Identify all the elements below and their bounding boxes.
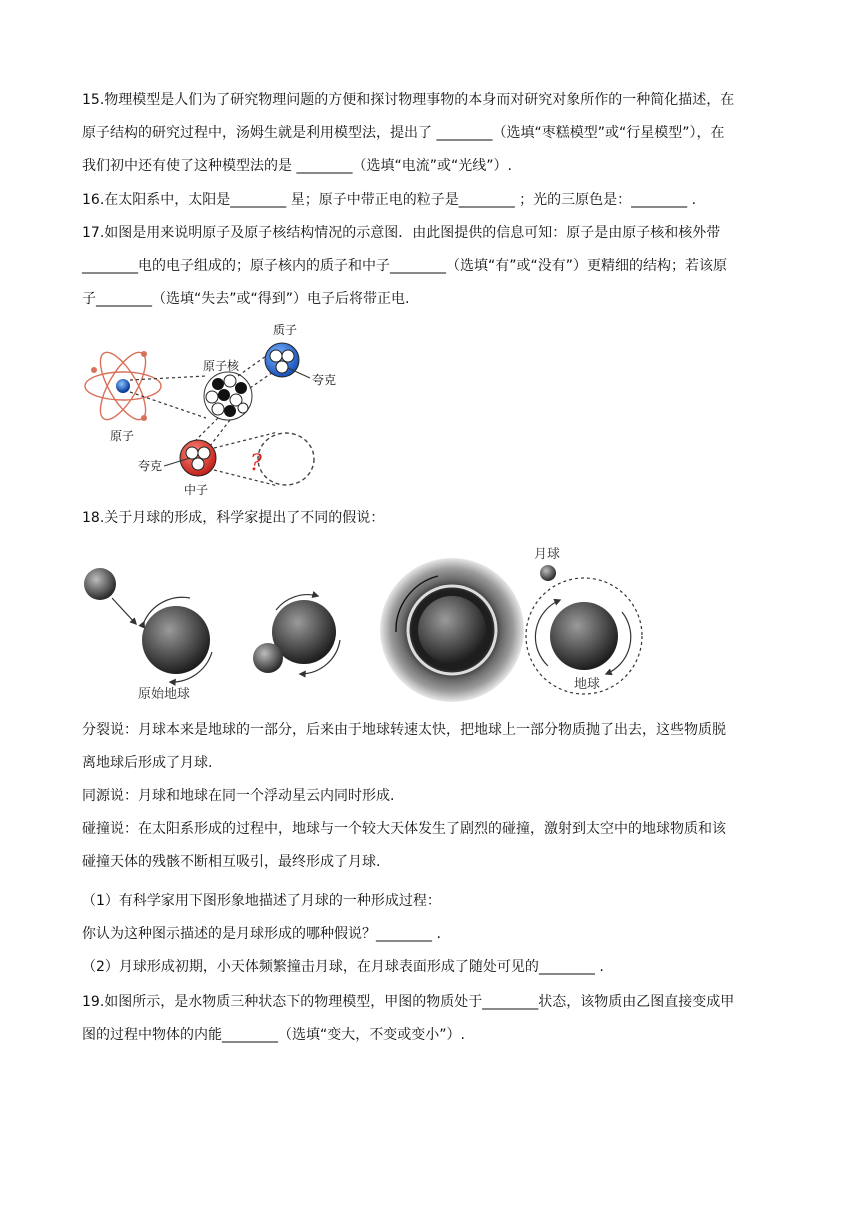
q17-line2: ________电的电子组成的；原子核内的质子和中子________（选填“有”或“没有”）更精细的结构；若该原 — [82, 258, 728, 274]
moon-label: 月球 — [534, 547, 561, 562]
q18-split-line2: 离地球后形成了月球. — [82, 755, 213, 771]
q18-sub1-line1: （1）有科学家用下图形象地描述了月球的一种形成过程： — [82, 893, 441, 909]
panel-collision — [253, 595, 340, 674]
q18-sub1-line2: 你认为这种图示描述的是月球形成的哪种假说？________ . — [82, 926, 441, 942]
q18-same-line: 同源说：月球和地球在同一个浮动星云内同时形成. — [82, 788, 395, 804]
q18-sub2-line: （2）月球形成初期，小天体频繁撞击月球，在月球表面形成了随处可见的________ . — [82, 959, 604, 975]
q17-line3: 子________（选填“失去”或“得到”）电子后将带正电. — [82, 291, 410, 307]
q18-collide-line1: 碰撞说：在太阳系形成的过程中，地球与一个较大天体发生了剧烈的碰撞，激射到太空中的地球物质和该 — [82, 821, 726, 837]
nucleus-label: 原子核 — [203, 359, 240, 373]
q15-line2: 原子结构的研究过程中，汤姆生就是利用模型法，提出了 ________（选填“枣糕模型”或“行星模型”），在 — [82, 125, 725, 141]
unknown-structure-circle — [258, 433, 314, 485]
original-earth-label: 原始地球 — [138, 687, 191, 702]
q18-collide-line2: 碰撞天体的残骸不断相互吸引，最终形成了月球. — [82, 854, 381, 870]
quark-label-top: 夸克 — [312, 373, 337, 387]
q18-line1: 18.关于月球的形成，科学家提出了不同的假说： — [82, 510, 385, 526]
nucleus-cluster — [204, 372, 252, 420]
q16-line1: 16.在太阳系中，太阳是________ 星；原子中带正电的粒子是________ ；光的三原色是：________ . — [82, 192, 697, 208]
atom-label: 原子 — [110, 429, 135, 443]
proton-diagram — [265, 343, 299, 377]
q19-line2: 图的过程中物体的内能________（选填“变大，不变或变小”）. — [82, 1027, 465, 1043]
quark-label-bottom: 夸克 — [138, 459, 163, 473]
q19-line1: 19.如图所示，是水物质三种状态下的物理模型，甲图的物质处于________状态，该物质由乙图直接变成甲 — [82, 994, 735, 1010]
q15-line3: 我们初中还有使了这种模型法的是 ________（选填“电流”或“光线”）. — [82, 158, 512, 174]
earth-label: 地球 — [574, 677, 601, 692]
neutron-label: 中子 — [184, 483, 209, 497]
atom-orbit-diagram — [85, 346, 161, 426]
q17-line1: 17.如图是用来说明原子及原子核结构情况的示意图．由此图提供的信息可知：原子是由原子核和核外带 — [82, 225, 721, 241]
panel-earth-moon — [526, 546, 642, 694]
question-mark: ? — [250, 451, 262, 476]
panel-debris-ring — [380, 558, 524, 702]
neutron-diagram — [180, 440, 216, 476]
q15-line1: 15.物理模型是人们为了研究物理问题的方便和探讨物理事物的本身而对研究对象所作的一种简化描述，在 — [82, 92, 735, 108]
moon-formation-figure — [78, 540, 668, 705]
atom-structure-figure — [78, 318, 348, 498]
q18-split-line1: 分裂说：月球本来是地球的一部分，后来由于地球转速太快，把地球上一部分物质抛了出去，这些物质脱 — [82, 722, 726, 738]
panel-original-earth — [84, 568, 212, 702]
proton-label: 质子 — [273, 323, 298, 337]
